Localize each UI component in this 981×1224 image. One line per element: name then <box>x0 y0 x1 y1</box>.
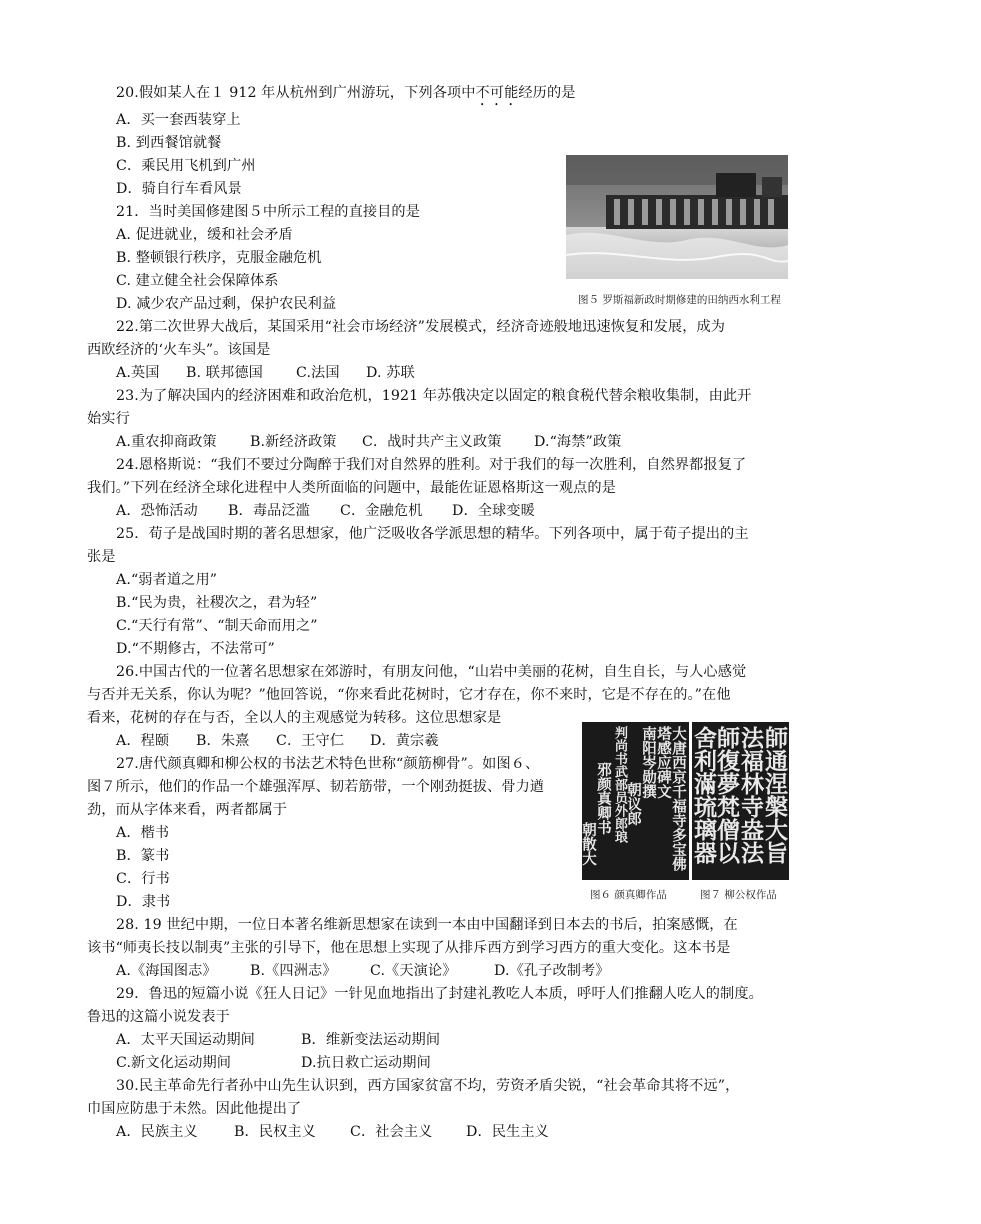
q21-option-b: B. 整顿银行秩序，克服金融危机 <box>116 250 322 266</box>
q25-option-c: C.“天行有常”、“制天命而用之” <box>116 618 318 634</box>
q22-options <box>0 362 981 385</box>
yan-column-1: 大唐西京千福寺多宝佛 <box>670 726 687 871</box>
question-27-line1: 27.唐代颜真卿和柳公权的书法艺术特色世称“颜筋柳骨”。如图６、 <box>116 756 540 772</box>
q30-option-d: D．民生主义 <box>466 1124 549 1140</box>
liu-column-1: 師通涅槃大旨 <box>761 726 788 864</box>
question-27-line2: 图７所示，他们的作品一个雄强浑厚、韧若筋带，一个刚劲挺拔、骨力遒 <box>87 779 545 795</box>
question-30-line1: 30.民主革命先行者孙中山先生认识到，西方国家贫富不均，劳资矛盾尖锐，“社会革命其将不远”， <box>116 1078 740 1094</box>
q20-option-b: B. 到西餐馆就餐 <box>116 135 222 151</box>
q24-options <box>0 500 981 523</box>
yan-column-5: 判尚书武部员外郎琅 <box>612 726 627 843</box>
q29-options-row1 <box>0 1029 981 1052</box>
q23-option-d: D.“海禁”政策 <box>534 434 622 450</box>
yan-column-2: 塔感应碑文 <box>655 726 672 799</box>
q23-options <box>0 431 981 454</box>
yan-column-6: 邪颜真卿书 <box>595 762 612 835</box>
q21-option-c: C. 建立健全社会保障体系 <box>116 273 279 289</box>
q26-option-d: D．黄宗羲 <box>370 733 439 749</box>
q26-options <box>0 730 981 753</box>
q29-option-d: D.抗日救亡运动期间 <box>301 1055 431 1071</box>
q29-option-a: A．太平天国运动期间 <box>116 1032 255 1048</box>
liu-column-2: 法福林寺盎法 <box>737 726 764 864</box>
q23-option-a: A.重农抑商政策 <box>116 434 217 450</box>
q20-option-a: A．买一套西装穿上 <box>116 112 241 128</box>
question-26-line3: 看来，花树的存在与否，全以人的主观感觉为转移。这位思想家是 <box>87 710 502 726</box>
question-26-line2: 与否并无关系，你认为呢？”他回答说，“你来看此花树时，它才存在，你不来时，它是不存在的。”在他 <box>87 687 731 703</box>
question-26-line1: 26.中国古代的一位著名思想家在郊游时，有朋友问他，“山岩中美丽的花树，自生自长，与人心感觉 <box>116 664 747 680</box>
q22-option-d: D. 苏联 <box>366 365 415 381</box>
q24-option-b: B．毒品泛滥 <box>228 503 310 519</box>
q30-option-c: C．社会主义 <box>350 1124 433 1140</box>
figure-7-caption: 图７ 柳公权作品 <box>700 889 777 901</box>
question-30-line2: 巾国应防患于未然。因此他提出了 <box>87 1101 302 1117</box>
q24-option-c: C．金融危机 <box>340 503 423 519</box>
q21-option-a: A. 促进就业，缓和社会矛盾 <box>116 227 293 243</box>
q25-option-b: B.“民为贵，社稷次之，君为轻” <box>116 595 318 611</box>
yan-column-4: 朝议郎 <box>625 782 642 826</box>
q25-option-d: D.“不期修古，不法常可” <box>116 641 275 657</box>
q20-option-d: D．骑自行车看风景 <box>116 181 242 197</box>
q27-option-b: B．篆书 <box>116 848 170 864</box>
question-22-line1: 22.第二次世界大战后，某国采用“社会市场经济”发展模式，经济奇迹般地迅速恢复和发展，成为 <box>116 319 726 335</box>
q24-option-d: D．全球变暖 <box>452 503 535 519</box>
question-24-line1: 24.恩格斯说：“我们不要过分陶醉于我们对自然界的胜利。对于我们的每一次胜利，自然界都报复了 <box>116 457 747 473</box>
question-23-line1: 23.为了解决国内的经济困难和政治危机，1921 年苏俄决定以固定的粮食税代替余粮收集制，由此开 <box>116 388 752 404</box>
q29-option-c: C.新文化运动期间 <box>116 1055 232 1071</box>
q28-option-c: C.《天演论》 <box>370 963 457 979</box>
q26-option-a: A．程颐 <box>116 733 170 749</box>
q22-option-b: B. 联邦德国 <box>186 365 263 381</box>
q23-option-b: B.新经济政策 <box>250 434 337 450</box>
q28-options <box>0 960 981 983</box>
question-25-line1: 25．荀子是战国时期的著名思想家，他广泛吸收各学派思想的精华。下列各项中，属于荀子提出的主 <box>116 526 749 542</box>
yan-column-7: 朝散大 <box>580 822 597 866</box>
q22-option-c: C.法国 <box>296 365 340 381</box>
yan-column-3: 南阳岑勋撰 <box>640 726 657 799</box>
q29-option-b: B．维新变法运动期间 <box>301 1032 441 1048</box>
question-22-line2: 西欧经济的‘火车头”。该国是 <box>87 342 271 358</box>
question-28-line2: 该书“师夷长技以制夷”主张的引导下，他在思想上实现了从排斥西方到学习西方的重大变化。这本书是 <box>87 940 731 956</box>
q28-option-b: B.《四洲志》 <box>250 963 337 979</box>
figure-5-caption: 图５ 罗斯福新政时期修建的田纳西水利工程 <box>578 294 781 306</box>
q29-options-row2 <box>0 1052 981 1075</box>
figure-6-caption: 图６ 颜真卿作品 <box>590 889 667 901</box>
q21-option-d: D. 减少农产品过剩，保护农民利益 <box>116 296 337 312</box>
q30-options <box>0 1121 981 1144</box>
question-28-line1: 28. 19 世纪中期，一位日本著名维新思想家在读到一本由中国翻译到日本去的书后，拍案感慨，在 <box>116 917 738 933</box>
q23-option-c: C．战时共产主义政策 <box>362 434 502 450</box>
q28-option-a: A.《海国图志》 <box>116 963 217 979</box>
q25-option-a: A.“弱者道之用” <box>116 572 218 588</box>
q20-option-c: C．乘民用飞机到广州 <box>116 158 256 174</box>
question-27-line3: 劲，而从字体来看，两者都属于 <box>87 802 288 818</box>
question-25-line2: 张是 <box>87 549 116 565</box>
emphasis-not-possible: 不可能 <box>475 85 519 101</box>
question-24-line2: 我们。”下列在经济全球化进程中人类所面临的问题中，最能佐证恩格斯这一观点的是 <box>87 480 616 496</box>
question-20-stem: 20.假如某人在１ 912 年从杭州到广州游玩，下列各项中不可能经历的是 <box>116 85 576 101</box>
question-21-stem: 21．当时美国修建图５中所示工程的直接目的是 <box>116 204 421 220</box>
q28-option-d: D.《孔子改制考》 <box>494 963 610 979</box>
question-29-line1: 29．鲁迅的短篇小说《狂人日记》一针见血地指出了封建礼教吃人本质，呼吁人们推翻人吃人的制度。 <box>116 986 763 1002</box>
q27-option-a: A．楷书 <box>116 825 170 841</box>
q24-option-a: A．恐怖活动 <box>116 503 198 519</box>
q27-option-c: C．行书 <box>116 871 170 887</box>
q26-option-b: B．朱熹 <box>196 733 250 749</box>
liu-column-4: 舍利滿琉璃器 <box>690 726 717 864</box>
q30-option-a: A．民族主义 <box>116 1124 198 1140</box>
q30-option-b: B．民权主义 <box>234 1124 316 1140</box>
q22-option-a: A.英国 <box>116 365 160 381</box>
liu-column-3: 師復夢梵僧以 <box>713 726 740 864</box>
q26-option-c: C．王守仁 <box>276 733 345 749</box>
q27-option-d: D．隶书 <box>116 894 171 910</box>
question-23-line2: 始实行 <box>87 411 130 427</box>
question-29-line2: 鲁迅的这篇小说发表于 <box>87 1009 230 1025</box>
